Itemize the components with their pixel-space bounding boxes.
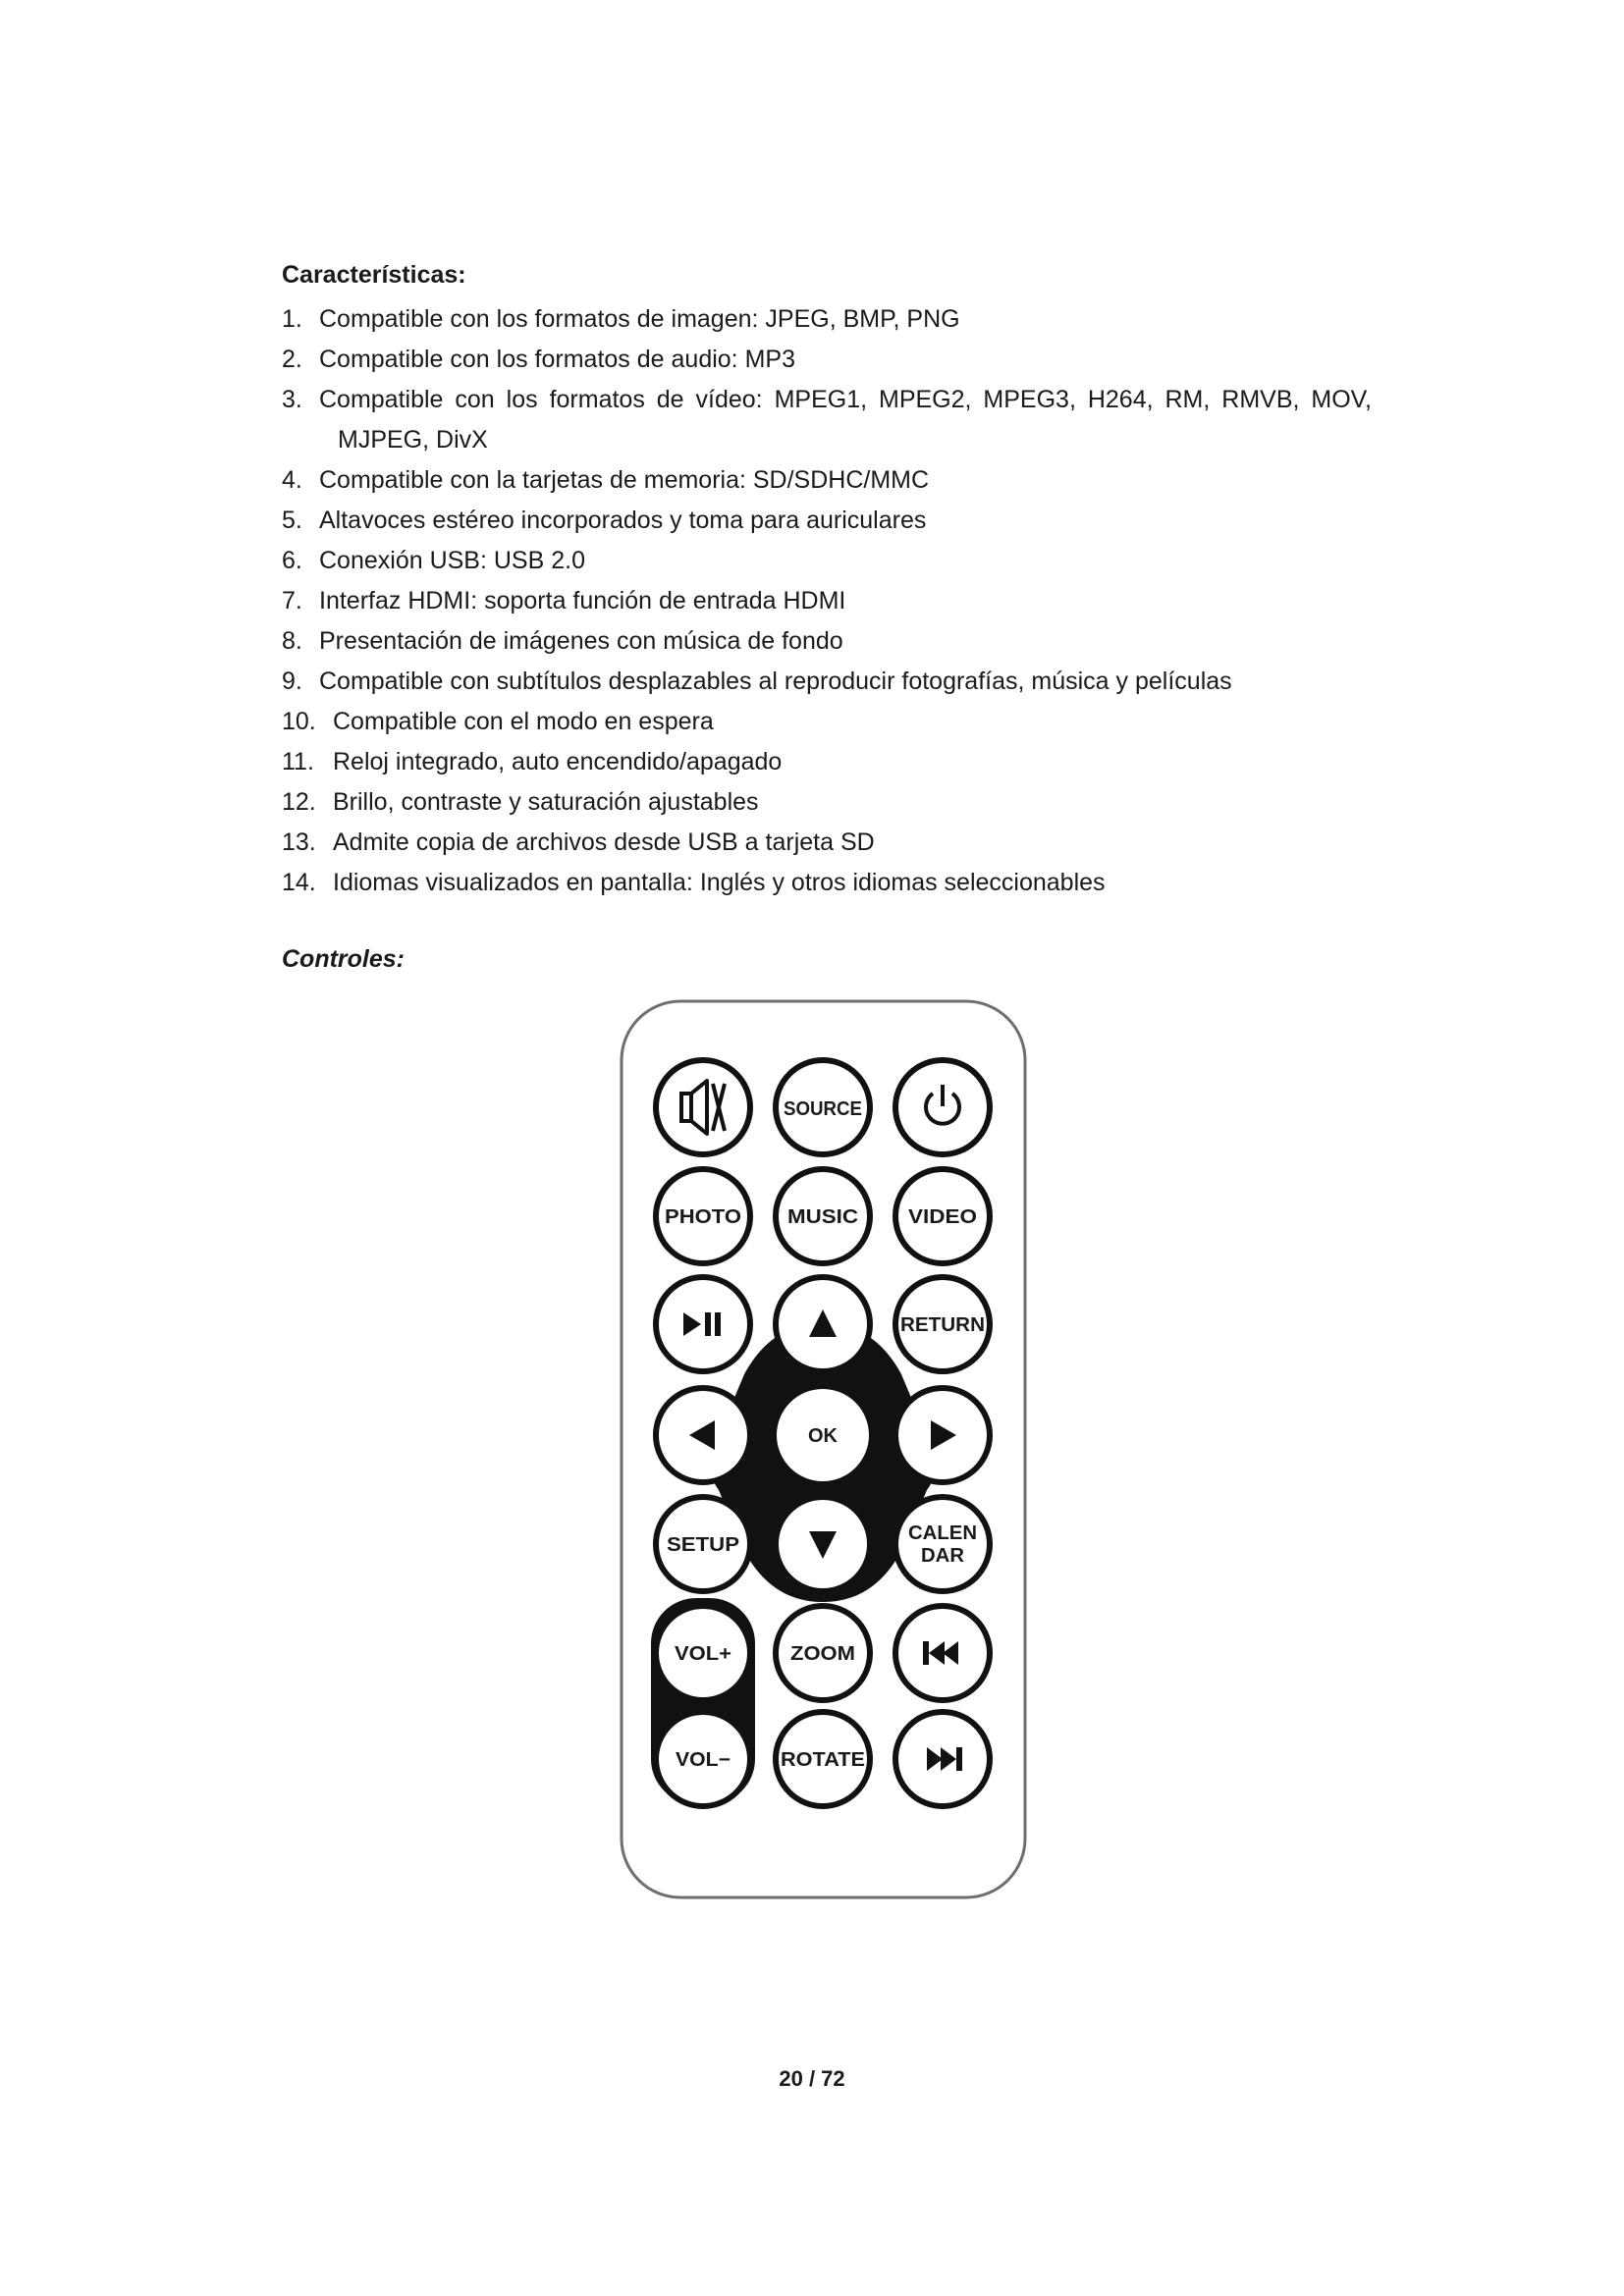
right-button[interactable] — [895, 1388, 990, 1482]
controls-heading: Controles: — [282, 945, 405, 973]
next-button[interactable] — [895, 1712, 990, 1806]
volume-up-button[interactable] — [656, 1606, 750, 1700]
music-label: MUSIC — [787, 1206, 858, 1228]
list-item: 11. Reloj integrado, auto encendido/apagado — [282, 748, 783, 775]
photo-button[interactable] — [656, 1169, 750, 1263]
video-label: VIDEO — [908, 1206, 977, 1228]
ok-label: OK — [808, 1425, 838, 1447]
list-item: 10. Compatible con el modo en espera — [282, 708, 714, 735]
volume-down-label: VOL− — [676, 1749, 731, 1771]
source-label: SOURCE — [784, 1098, 862, 1120]
list-item: 7. Interfaz HDMI: soporta función de entrada HDMI — [282, 587, 846, 614]
return-label: RETURN — [900, 1314, 985, 1336]
list-item: 2. Compatible con los formatos de audio: MP3 — [282, 346, 795, 373]
setup-button[interactable] — [656, 1497, 750, 1591]
list-item: 1. Compatible con los formatos de imagen: JPEG, BMP, PNG — [282, 305, 960, 333]
left-button[interactable] — [656, 1388, 750, 1482]
play-pause-button[interactable] — [656, 1277, 750, 1371]
ok-button[interactable] — [776, 1388, 870, 1482]
list-item: 6. Conexión USB: USB 2.0 — [282, 547, 585, 574]
source-button[interactable] — [776, 1060, 870, 1154]
list-item: 8. Presentación de imágenes con música de fondo — [282, 627, 843, 655]
volume-down-button[interactable] — [656, 1712, 750, 1806]
list-item: 3. Compatible con los formatos de vídeo: MPEG1, MPEG2, MPEG3, H264, RM, RMVB, MOV, MJPEG, DivX — [282, 386, 1372, 454]
list-item: 14. Idiomas visualizados en pantalla: Inglés y otros idiomas seleccionables — [282, 869, 1106, 896]
mute-button[interactable] — [656, 1060, 750, 1154]
return-button[interactable] — [895, 1277, 990, 1371]
zoom-label: ZOOM — [790, 1643, 855, 1665]
calendar-button[interactable] — [895, 1497, 990, 1591]
calendar-label-line1: CALEN — [908, 1522, 977, 1544]
list-item: 9. Compatible con subtítulos desplazables al reproducir fotografías, música y películas — [282, 667, 1232, 695]
list-item: 5. Altavoces estéreo incorporados y toma para auriculares — [282, 507, 927, 534]
video-button[interactable] — [895, 1169, 990, 1263]
list-item: 12. Brillo, contraste y saturación ajustables — [282, 788, 759, 816]
features-heading: Características: — [282, 261, 466, 289]
rotate-button[interactable] — [776, 1712, 870, 1806]
power-button[interactable] — [895, 1060, 990, 1154]
page-number: 20 / 72 — [779, 2066, 845, 2091]
calendar-label-line2: DAR — [921, 1545, 965, 1567]
zoom-button[interactable] — [776, 1606, 870, 1700]
setup-label: SETUP — [667, 1534, 739, 1556]
music-button[interactable] — [776, 1169, 870, 1263]
previous-button[interactable] — [895, 1606, 990, 1700]
down-button[interactable] — [776, 1497, 870, 1591]
list-item: 13. Admite copia de archivos desde USB a tarjeta SD — [282, 828, 875, 856]
rotate-label: ROTATE — [781, 1749, 865, 1771]
up-button[interactable] — [776, 1277, 870, 1371]
volume-up-label: VOL+ — [675, 1643, 731, 1665]
list-item: 4. Compatible con la tarjetas de memoria: SD/SDHC/MMC — [282, 466, 930, 494]
photo-label: PHOTO — [665, 1206, 741, 1228]
